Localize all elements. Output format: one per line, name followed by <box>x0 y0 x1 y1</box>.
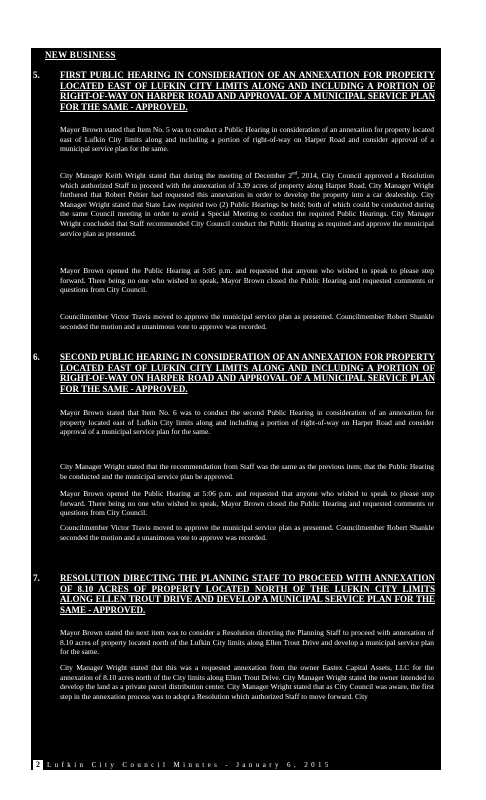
document-page <box>31 48 441 770</box>
paragraph: Mayor Brown stated that Item No. 5 was to conduct a Public Hearing in consideration of an annexation for property located east of Lufkin City limits along and including a portion of right-of-way on Harper Road and consider approval of a municipal service plan for the same. <box>60 125 434 154</box>
page-footer <box>31 760 441 770</box>
paragraph: Councilmember Victor Travis moved to approve the municipal service plan as presented. Councilmember Robert Shankle seconded the motion and a unanimous vote to approve was recorded. <box>60 523 434 542</box>
paragraph: Mayor Brown stated the next item was to consider a Resolution directing the Planning Staff to proceed with annexation of 8.10 acres of property located north of the Lufkin City limits along Ellen Trout Drive and develop a municipal service plan for the same. <box>60 628 434 657</box>
agenda-item-6 <box>33 352 435 394</box>
paragraph: City Manager Keith Wright stated that during the meeting of December 2nd, 2014, City Council approved a Resolution which authorized Staff to proceed with the annexation of 3.39 acres of property along Harper Road. City Manager Wright furthered that Robert Peltier had requested this annexation in order to develop the property into a car dealership. City Manager Wright stated that State Law required two (2) Public Hearings be held; both of which could be conducted during the same Council meeting in order to avoid a Special Meeting to conduct the required Public Hearings. City Manager Wright concluded that Staff recommended City Council conduct the Public Hearing as required and approve the municipal service plan as presented. <box>60 171 435 238</box>
paragraph: Mayor Brown opened the Public Hearing at 5:06 p.m. and requested that anyone who wished to speak to please step forward. There being no one who wished to speak, Mayor Brown closed the Public Hearing and requested comments or questions from City Council. <box>60 489 434 518</box>
item-title: FIRST PUBLIC HEARING IN CONSIDERATION OF AN ANNEXATION FOR PROPERTY LOCATED EAST OF LUFKIN CITY LIMITS ALONG AND INCLUDING A PORTION OF RIGHT-OF-WAY ON HARPER ROAD AND APPROVAL OF A MUNICIPAL SERVICE PLAN FOR THE SAME - APPROVED. <box>60 70 435 112</box>
footer-rule <box>45 770 439 771</box>
agenda-item-5 <box>33 70 435 112</box>
paragraph: City Manager Wright stated that this was a requested annexation from the owner Eastex Capital Assets, LLC for the annexation of 8.10 acres north of the City limits along Ellen Trout Drive. City Manager Wright stated the owner intended to develop the land as a private parcel distribution center. City Manager Wright stated that as City Council was aware, the first step in the annexation process was to adopt a Resolution which authorized Staff to move forward. City <box>60 663 434 701</box>
footer-text: Lufkin City Council Minutes - January 6, 2015 <box>47 761 332 769</box>
paragraph: City Manager Wright stated that the recommendation from Staff was the same as the previous item; that the Public Hearing be conducted and the municipal service plan be approved. <box>60 462 434 481</box>
item-number: 5. <box>33 70 40 80</box>
section-heading: NEW BUSINESS <box>45 50 116 60</box>
item-number: 7. <box>33 573 40 583</box>
item-number: 6. <box>33 352 40 362</box>
item-title: RESOLUTION DIRECTING THE PLANNING STAFF TO PROCEED WITH ANNEXATION OF 8.10 ACRES OF PROPERTY LOCATED NORTH OF THE LUFKIN CITY LIMITS ALONG ELLEN TROUT DRIVE AND DEVELOP A MUNICIPAL SERVICE PLAN FOR THE SAME - APPROVED. <box>60 573 435 615</box>
paragraph: Councilmember Victor Travis moved to approve the municipal service plan as presented. Councilmember Robert Shankle seconded the motion and a unanimous vote to approve was recorded. <box>60 312 434 331</box>
agenda-item-7 <box>33 573 435 615</box>
paragraph: Mayor Brown stated that Item No. 6 was to conduct the second Public Hearing in consideration of an annexation for property located east of Lufkin City limits along and including a portion of right-of-way on Harper Road and consider approval of a municipal service plan for the same. <box>60 408 434 437</box>
item-title: SECOND PUBLIC HEARING IN CONSIDERATION OF AN ANNEXATION FOR PROPERTY LOCATED EAST OF LUFKIN CITY LIMITS ALONG AND INCLUDING A PORTION OF RIGHT-OF-WAY ON HARPER ROAD AND APPROVAL OF A MUNICIPAL SERVICE PLAN FOR THE SAME - APPROVED. <box>60 352 435 394</box>
paragraph: Mayor Brown opened the Public Hearing at 5:05 p.m. and requested that anyone who wished to speak to please step forward. There being no one who wished to speak, Mayor Brown closed the Public Hearing and requested comments or questions from City Council. <box>60 266 434 295</box>
page-number: 2 <box>33 760 43 770</box>
